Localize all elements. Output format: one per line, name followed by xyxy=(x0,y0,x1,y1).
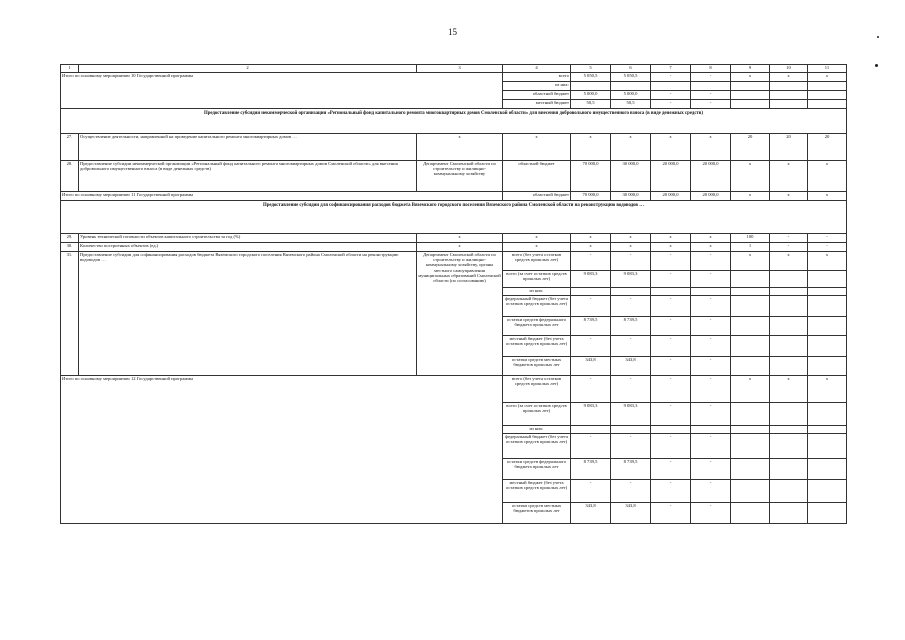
value-cell: х xyxy=(611,134,651,161)
value-cell xyxy=(611,82,651,91)
value-cell: - xyxy=(691,271,731,288)
value-cell: 30 000,0 xyxy=(611,192,651,201)
value-cell xyxy=(691,426,731,434)
value-cell: х xyxy=(731,376,770,403)
column-number: 11 xyxy=(808,65,847,73)
value-cell: 20 xyxy=(731,134,770,161)
value-cell: - xyxy=(691,100,731,109)
value-cell: - xyxy=(651,357,691,376)
table-row xyxy=(61,234,847,243)
value-cell: - xyxy=(770,234,808,243)
value-cell: х xyxy=(731,192,770,201)
value-cell: - xyxy=(571,252,611,271)
funding-source: остатки средств федерального бюджета прошлых лет xyxy=(503,317,571,336)
value-cell: х xyxy=(611,234,651,243)
funding-source: из них: xyxy=(503,426,571,434)
funding-source: всего xyxy=(503,73,571,82)
total-row xyxy=(61,376,847,403)
value-cell: - xyxy=(611,434,651,459)
value-cell xyxy=(808,434,847,459)
value-cell: - xyxy=(611,480,651,503)
value-cell xyxy=(571,426,611,434)
column-number: 8 xyxy=(691,65,731,73)
value-cell xyxy=(808,426,847,434)
value-cell: х xyxy=(731,73,770,82)
value-cell xyxy=(731,357,770,376)
value-cell xyxy=(651,426,691,434)
value-cell xyxy=(770,288,808,296)
page-number: 15 xyxy=(448,27,457,37)
value-cell: х xyxy=(770,161,808,192)
value-cell: 9 083,3 xyxy=(611,403,651,426)
value-cell: х xyxy=(417,234,503,243)
value-cell: - xyxy=(691,317,731,336)
funding-source: всего (без учета остатков средств прошлых лет) xyxy=(503,252,571,271)
value-cell: х xyxy=(503,243,571,252)
value-cell xyxy=(808,100,847,109)
value-cell: 343,8 xyxy=(611,503,651,524)
value-cell xyxy=(770,480,808,503)
funding-source: всего (без учета остатков средств прошлых лет) xyxy=(503,376,571,403)
value-cell: х xyxy=(691,234,731,243)
value-cell: - xyxy=(651,317,691,336)
value-cell xyxy=(651,82,691,91)
column-number: 7 xyxy=(651,65,691,73)
table-row xyxy=(61,252,847,271)
value-cell xyxy=(770,91,808,100)
value-cell: - xyxy=(651,403,691,426)
value-cell: 343,8 xyxy=(571,503,611,524)
value-cell: - xyxy=(691,434,731,459)
value-cell: 343,8 xyxy=(571,357,611,376)
value-cell xyxy=(571,288,611,296)
value-cell xyxy=(770,271,808,288)
section-row xyxy=(61,109,847,134)
value-cell xyxy=(770,459,808,480)
value-cell: - xyxy=(651,252,691,271)
value-cell: - xyxy=(808,243,847,252)
header-row xyxy=(61,65,847,73)
scan-speck xyxy=(877,36,879,38)
value-cell: - xyxy=(651,100,691,109)
value-cell: х xyxy=(691,134,731,161)
value-cell: х xyxy=(651,234,691,243)
value-cell: х xyxy=(731,161,770,192)
section-heading: Предоставление субсидии некоммерческой организации «Региональный фонд капитального ремонта многоквартирных домов Смоленской области» для внесения добровольного имущественного взноса (в виде денежных средств) xyxy=(61,109,847,134)
funding-source: всего (за счет остатков средств прошлых лет) xyxy=(503,403,571,426)
value-cell xyxy=(731,434,770,459)
table-row xyxy=(61,243,847,252)
table-row xyxy=(61,134,847,161)
value-cell: - xyxy=(651,271,691,288)
value-cell: 50,5 xyxy=(611,100,651,109)
value-cell: х xyxy=(808,252,847,271)
row-number: 29. xyxy=(61,234,79,243)
value-cell xyxy=(611,288,651,296)
funding-source: остатки средств местных бюджетов прошлых лет xyxy=(503,503,571,524)
executor-cell: Департамент Смоленской области по строительству и жилищно-коммунальному хозяйству, органы местного самоуправления муниципальных образований Смоленской области (по согласованию) xyxy=(417,252,503,376)
value-cell: 5 000,0 xyxy=(571,91,611,100)
value-cell xyxy=(691,82,731,91)
budget-table xyxy=(60,64,847,524)
table-row xyxy=(61,161,847,192)
value-cell xyxy=(731,100,770,109)
funding-source: остатки средств местных бюджетов прошлых лет xyxy=(503,357,571,376)
value-cell: - xyxy=(691,357,731,376)
value-cell: 20 xyxy=(770,134,808,161)
value-cell: х xyxy=(808,192,847,201)
value-cell: - xyxy=(691,376,731,403)
value-cell: х xyxy=(651,134,691,161)
value-cell: 20 000,0 xyxy=(651,192,691,201)
value-cell xyxy=(808,336,847,357)
value-cell: - xyxy=(651,73,691,82)
value-cell xyxy=(808,459,847,480)
row-number: 30. xyxy=(61,243,79,252)
value-cell: х xyxy=(770,252,808,271)
value-cell xyxy=(611,426,651,434)
row-number: 31. xyxy=(61,252,79,376)
column-number: 5 xyxy=(571,65,611,73)
value-cell: 8 739,5 xyxy=(571,317,611,336)
value-cell xyxy=(808,288,847,296)
value-cell xyxy=(770,434,808,459)
value-cell: х xyxy=(808,161,847,192)
section-row xyxy=(61,201,847,234)
row-description: Уровень технической готовности объектов капитального строительства за год (%) xyxy=(79,234,417,243)
value-cell: х xyxy=(808,376,847,403)
value-cell: 9 083,3 xyxy=(611,271,651,288)
value-cell: 8 739,5 xyxy=(611,317,651,336)
value-cell: - xyxy=(691,403,731,426)
value-cell: - xyxy=(651,296,691,317)
value-cell xyxy=(770,357,808,376)
funding-source: местный бюджет xyxy=(503,100,571,109)
value-cell: х xyxy=(731,252,770,271)
funding-source: местный бюджет (без учета остатков средств прошлых лет) xyxy=(503,336,571,357)
value-cell: 1 xyxy=(731,243,770,252)
value-cell xyxy=(731,336,770,357)
value-cell xyxy=(770,82,808,91)
funding-source: из них: xyxy=(503,288,571,296)
row-description: Предоставление субсидии для софинансирования расходов бюджета Вяземского городского поселения Вяземского района Смоленской области на реконструкцию водоводов … xyxy=(79,252,417,376)
value-cell: 343,8 xyxy=(611,357,651,376)
value-cell: - xyxy=(691,73,731,82)
value-cell: х xyxy=(503,134,571,161)
funding-source: остатки средств федерального бюджета прошлых лет xyxy=(503,459,571,480)
value-cell: 8 739,5 xyxy=(571,459,611,480)
value-cell: - xyxy=(651,336,691,357)
value-cell: - xyxy=(651,91,691,100)
value-cell: х xyxy=(503,234,571,243)
value-cell xyxy=(731,317,770,336)
value-cell: х xyxy=(770,376,808,403)
value-cell xyxy=(731,459,770,480)
value-cell: - xyxy=(808,234,847,243)
value-cell: х xyxy=(611,243,651,252)
total-label: Итого по основному мероприятию 10 Государственной программы xyxy=(61,73,503,109)
value-cell: - xyxy=(571,336,611,357)
value-cell xyxy=(731,288,770,296)
value-cell xyxy=(808,271,847,288)
value-cell: 5 050,5 xyxy=(571,73,611,82)
value-cell xyxy=(731,91,770,100)
value-cell xyxy=(808,317,847,336)
value-cell xyxy=(731,503,770,524)
value-cell: - xyxy=(691,336,731,357)
row-description: Количество построенных объектов (ед.) xyxy=(79,243,417,252)
value-cell: 8 739,5 xyxy=(611,459,651,480)
value-cell: 20 000,0 xyxy=(691,192,731,201)
funding-source: областной бюджет xyxy=(503,91,571,100)
value-cell xyxy=(770,296,808,317)
budget-table-sheet xyxy=(60,64,846,524)
column-number: 6 xyxy=(611,65,651,73)
funding-source: федеральный бюджет (без учета остатков средств прошлых лет) xyxy=(503,296,571,317)
total-label: Итого по основному мероприятию 12 Государственной программы xyxy=(61,376,503,524)
funding-source: областной бюджет xyxy=(503,192,571,201)
column-number: 3 xyxy=(417,65,503,73)
row-number: 28. xyxy=(61,161,79,192)
value-cell: 5 000,0 xyxy=(611,91,651,100)
value-cell: 20 xyxy=(808,134,847,161)
value-cell: х xyxy=(770,192,808,201)
row-number: 27. xyxy=(61,134,79,161)
value-cell: - xyxy=(770,243,808,252)
column-number: 4 xyxy=(503,65,571,73)
value-cell: - xyxy=(571,296,611,317)
value-cell: - xyxy=(651,503,691,524)
value-cell: - xyxy=(611,296,651,317)
value-cell xyxy=(808,357,847,376)
value-cell xyxy=(731,426,770,434)
value-cell: - xyxy=(651,376,691,403)
value-cell: - xyxy=(691,480,731,503)
total-row xyxy=(61,73,847,82)
value-cell: х xyxy=(571,243,611,252)
value-cell xyxy=(770,317,808,336)
value-cell xyxy=(770,426,808,434)
value-cell: - xyxy=(651,480,691,503)
total-row xyxy=(61,192,847,201)
funding-source: из них: xyxy=(503,82,571,91)
value-cell: - xyxy=(611,252,651,271)
funding-source: областной бюджет xyxy=(503,161,571,192)
scan-speck xyxy=(875,64,878,67)
value-cell xyxy=(731,480,770,503)
value-cell: - xyxy=(651,434,691,459)
value-cell: 20 000,0 xyxy=(691,161,731,192)
value-cell xyxy=(770,336,808,357)
value-cell xyxy=(691,288,731,296)
value-cell: - xyxy=(691,503,731,524)
column-number: 9 xyxy=(731,65,770,73)
value-cell xyxy=(808,91,847,100)
value-cell: 30 000,0 xyxy=(611,161,651,192)
value-cell xyxy=(731,403,770,426)
value-cell xyxy=(770,503,808,524)
value-cell: 9 083,3 xyxy=(571,271,611,288)
value-cell: х xyxy=(571,134,611,161)
value-cell xyxy=(808,82,847,91)
value-cell: 5 050,5 xyxy=(611,73,651,82)
value-cell xyxy=(731,296,770,317)
funding-source: федеральный бюджет (без учета остатков средств прошлых лет) xyxy=(503,434,571,459)
value-cell xyxy=(808,403,847,426)
value-cell xyxy=(808,480,847,503)
funding-source: всего (за счет остатков средств прошлых лет) xyxy=(503,271,571,288)
value-cell: х xyxy=(417,134,503,161)
section-heading: Предоставление субсидии для софинансирования расходов бюджета Вяземского городского поселения Вяземского района Смоленской области на реконструкцию водоводов … xyxy=(61,201,847,234)
value-cell xyxy=(770,100,808,109)
value-cell: 50,5 xyxy=(571,100,611,109)
value-cell: - xyxy=(691,459,731,480)
value-cell: 20 000,0 xyxy=(651,161,691,192)
value-cell: 70 000,0 xyxy=(571,161,611,192)
value-cell: 9 083,3 xyxy=(571,403,611,426)
value-cell xyxy=(808,503,847,524)
value-cell: х xyxy=(691,243,731,252)
total-label: Итого по основному мероприятию 11 Государственной программы xyxy=(61,192,503,201)
value-cell: 70 000,0 xyxy=(571,192,611,201)
value-cell: - xyxy=(611,376,651,403)
column-number: 1 xyxy=(61,65,79,73)
value-cell: - xyxy=(691,296,731,317)
funding-source: местный бюджет (без учета остатков средств прошлых лет) xyxy=(503,480,571,503)
column-number: 2 xyxy=(79,65,417,73)
value-cell: - xyxy=(571,376,611,403)
value-cell xyxy=(731,82,770,91)
value-cell xyxy=(731,271,770,288)
value-cell: - xyxy=(611,336,651,357)
value-cell: - xyxy=(571,480,611,503)
column-number: 10 xyxy=(770,65,808,73)
value-cell: - xyxy=(571,434,611,459)
value-cell: х xyxy=(417,243,503,252)
value-cell xyxy=(770,403,808,426)
value-cell: - xyxy=(691,91,731,100)
value-cell: х xyxy=(571,234,611,243)
value-cell: х xyxy=(770,73,808,82)
executor-cell: Департамент Смоленской области по строительству и жилищно-коммунальному хозяйству xyxy=(417,161,503,192)
value-cell xyxy=(651,288,691,296)
row-description: Осуществление деятельности, направленной на проведение капитального ремонта многоквартирных домов … xyxy=(79,134,417,161)
value-cell: х xyxy=(651,243,691,252)
value-cell xyxy=(808,296,847,317)
value-cell xyxy=(571,82,611,91)
value-cell: - xyxy=(651,459,691,480)
value-cell: - xyxy=(691,252,731,271)
value-cell: 100 xyxy=(731,234,770,243)
value-cell: х xyxy=(808,73,847,82)
row-description: Предоставление субсидии некоммерческой организации «Региональный фонд капитального ремонта многоквартирных домов Смоленской области» для внесения добровольного имущественного взноса (в виде денежных средств) xyxy=(79,161,417,192)
